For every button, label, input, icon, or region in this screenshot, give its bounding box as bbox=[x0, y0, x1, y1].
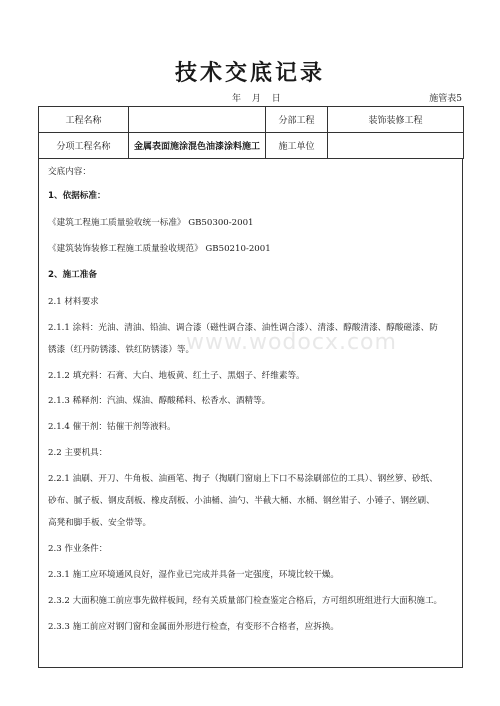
header-row-1 bbox=[39, 107, 464, 133]
prep-heading: 2、施工准备 bbox=[48, 270, 97, 280]
unit-value bbox=[328, 133, 464, 159]
date-label: 年 月 日 bbox=[232, 94, 285, 104]
standard-1: 《建筑工程施工质量验收统一标准》 GB50300-2001 bbox=[48, 218, 254, 228]
sub-project-label: 分部工程 bbox=[266, 107, 328, 133]
form-number: 施管表5 bbox=[429, 94, 462, 104]
para-2-1-1b: 锈漆（红丹防锈漆、铁红防锈漆）等。 bbox=[48, 345, 195, 355]
para-2-1-1a: 2.1.1 涂料：光油、清油、铅油、调合漆（磁性调合漆、油性调合漆）、清漆、醇酸清漆、醇酸磁漆、防 bbox=[48, 323, 438, 333]
para-2-1-3: 2.1.3 稀释剂：汽油、煤油、醇酸稀料、松香水、酒精等。 bbox=[48, 396, 271, 406]
section-2-3: 2.3 作业条件： bbox=[48, 544, 108, 554]
page-title: 技术交底记录 bbox=[174, 61, 325, 86]
para-2-2-1c: 高凳和脚手板、安全带等。 bbox=[48, 518, 152, 528]
unit-label: 施工单位 bbox=[266, 133, 328, 159]
project-name-label: 工程名称 bbox=[39, 107, 129, 133]
section-2-1: 2.1 材料要求 bbox=[48, 297, 99, 307]
para-2-2-1a: 2.2.1 油刷、开刀、牛角板、油画笔、掏子（掏刷门窗扇上下口不易涂刷部位的工具）、钢丝箩、砂纸、 bbox=[48, 474, 438, 484]
content-label: 交底内容： bbox=[48, 167, 91, 177]
item-project-value: 金属表面施涂混色油漆涂料施工 bbox=[129, 133, 266, 159]
header-row-2 bbox=[39, 133, 464, 159]
para-2-1-2: 2.1.2 填充料：石膏、大白、地板黄、红土子、黑烟子、纤维素等。 bbox=[48, 371, 305, 381]
section-2-2: 2.2 主要机具： bbox=[48, 448, 108, 458]
para-2-3-1: 2.3.1 施工应环境通风良好，湿作业已完成并具备一定强度，环境比较干燥。 bbox=[48, 570, 340, 580]
para-2-2-1b: 砂布、腻子板、钢皮刮板、橡皮刮板、小油桶、油勺、半截大桶、水桶、钢丝钳子、小锤子、钢丝刷、 bbox=[48, 496, 435, 506]
header-table bbox=[38, 106, 464, 159]
basis-heading: 1、依据标准： bbox=[48, 191, 106, 201]
para-2-1-4: 2.1.4 催干剂：钴催干剂等液料。 bbox=[48, 422, 176, 432]
para-2-3-2: 2.3.2 大面积施工前应事先做样板间，经有关质量部门检查鉴定合格后，方可组织班组进行大面积施工。 bbox=[48, 596, 443, 606]
item-project-label: 分项工程名称 bbox=[39, 133, 129, 159]
project-name-value bbox=[129, 107, 266, 133]
para-2-3-3: 2.3.3 施工前应对钢门窗和金属面外形进行检查，有变形不合格者，应拆换。 bbox=[48, 622, 340, 632]
content-box bbox=[38, 158, 463, 668]
sub-project-value: 装饰装修工程 bbox=[328, 107, 464, 133]
standard-2: 《建筑装饰装修工程施工质量验收规范》 GB50210-2001 bbox=[48, 244, 271, 254]
watermark: www.wodocx.com bbox=[186, 330, 397, 355]
